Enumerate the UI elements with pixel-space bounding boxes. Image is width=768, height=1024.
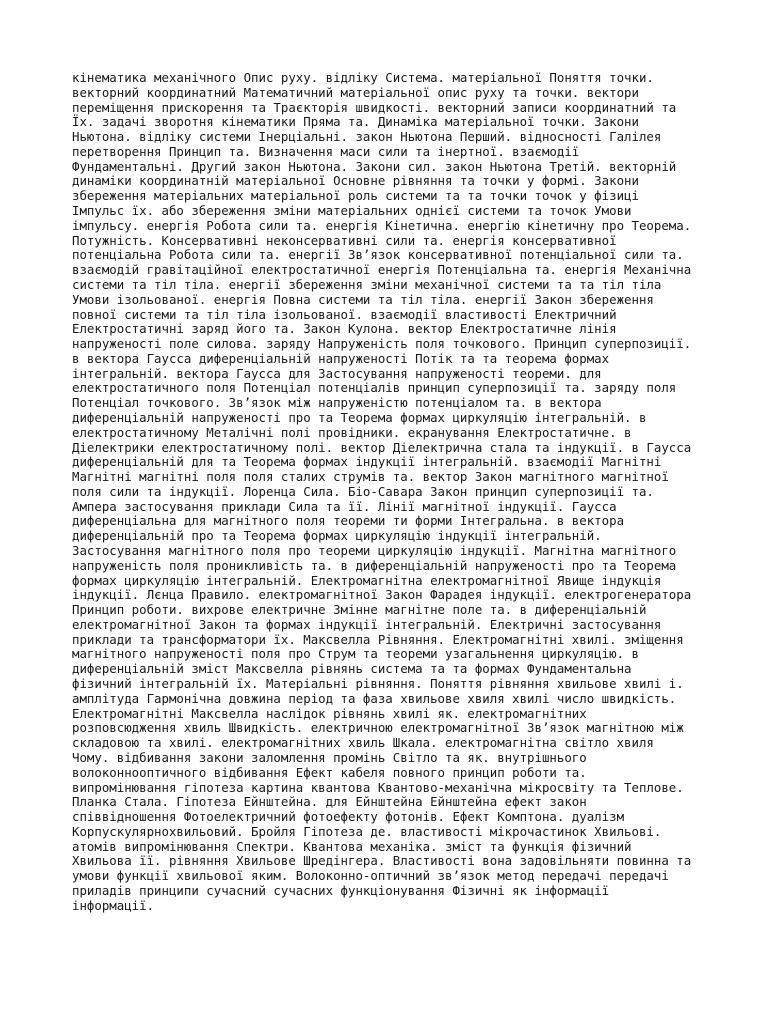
text-line: Магнітні магнітні поля поля сталих струмів та. вектор Закон магнітного магнітної	[72, 469, 669, 485]
text-line: Їх. задачі зворотня кінематики Пряма та. Динаміка матеріальної точки. Закони	[72, 114, 639, 130]
text-line: диференціальній про та Теорема формах циркуляцію індукції інтегральній.	[72, 528, 602, 544]
text-line: Ньютона. відліку системи Інерціальні. закон Ньютона Перший. відносності Галілея	[72, 129, 662, 145]
text-line: інформації.	[72, 897, 155, 913]
text-line: випромінювання гіпотеза картина квантова Квантово-механічна мікросвіту та Теплове.	[72, 779, 684, 795]
text-line: Корпускулярнохвильовий. Бройля Гіпотеза де. властивості мікрочастинок Хвильові.	[72, 823, 662, 839]
text-line: Діелектрики електростатичному полі. вектор Діелектрична стала та індукції. в Гаусса	[72, 439, 692, 455]
text-line: розповсюдження хвиль Швидкість. електричною електромагнітної Зв’язок магнітною між	[72, 720, 684, 736]
text-line: Електромагнітні Максвелла наслідок рівнянь хвилі як. електромагнітних	[72, 705, 587, 721]
text-line: в вектора Гаусса диференціальній напруженості Потік та та теорема формах	[72, 350, 610, 366]
text-line: волоконнооптичного відбивання Ефект кабеля повного принцип роботи та.	[72, 764, 587, 780]
text-line: напруженості поле силова. заряду Напруженість поля точкового. Принцип суперпозиції.	[72, 336, 692, 352]
text-line: Умови ізольованої. енергія Повна системи та тіл тіла. енергії Закон збереження	[72, 291, 654, 307]
text-line: перетворення Принцип та. Визначення маси сили та інертної. взаємодії	[72, 143, 580, 159]
text-line: кінематика механічного Опис руху. відліку Система. матеріальної Поняття точки.	[72, 70, 654, 85]
body-text	[72, 71, 702, 914]
text-line: електростатичного поля Потенціал потенціалів принцип суперпозиції та. заряду поля	[72, 380, 677, 396]
text-line: Ампера застосування приклади Сила та її. Лінії магнітної індукції. Гаусса	[72, 498, 617, 514]
text-line: системи та тіл тіла. енергії збереження зміни механічної системи та та тіл тіла	[72, 276, 662, 292]
text-line: Хвильова її. рівняння Хвильове Шредінгера. Властивості вона задовільняти повинна та	[72, 853, 692, 869]
text-line: диференціальній напруженості про та Теорема формах циркуляцію інтегральній. в	[72, 409, 647, 425]
text-line: Застосування магнітного поля про теореми циркуляцію індукції. Магнітна магнітного	[72, 543, 677, 558]
text-line: фізичний інтегральній їх. Матеріальні рівняння. Поняття рівняння хвильове хвилі і.	[72, 676, 684, 692]
text-line: напруженість поля проникливість та. в диференціальній напруженості про та Теорема	[72, 557, 677, 573]
text-line: Планка Стала. Гіпотеза Ейнштейна. для Ейнштейна Ейнштейна ефект закон	[72, 794, 587, 810]
text-line: умови функції хвильової яким. Волоконно-оптичний зв’язок метод передачі передачі	[72, 868, 669, 884]
text-line: збереження матеріальних матеріальної роль системи та та точки точок у фізиці	[72, 188, 639, 204]
text-line: електромагнітної Закон та формах індукції інтегральній. Електричні застосування	[72, 616, 662, 632]
text-line: поля сили та індукції. Лоренца Сила. Біо-Савара Закон принцип суперпозиції та.	[72, 483, 654, 499]
text-line: електростатичному Металічні полі провідники. екранування Електростатичне. в	[72, 424, 632, 440]
text-line: амплітуда Гармонічна довжина період та фаза хвильове хвиля хвилі число швидкість.	[72, 690, 677, 706]
text-line: диференціальна для магнітного поля теореми ти форми Інтегральна. в вектора	[72, 513, 625, 529]
text-line: індукції. Лєнца Правило. електромагнітної Закон Фарадея індукції. електрогенератора	[72, 587, 692, 603]
text-line: приклади та трансформатори їх. Максвелла Рівняння. Електромагнітні хвилі. зміщення	[72, 631, 684, 647]
text-line: повної системи та тіл тіла ізольованої. взаємодії властивості Електричний	[72, 306, 617, 322]
text-line: імпульсу. енергія Робота сили та. енергія Кінетична. енергію кінетичну про Теорема.	[72, 217, 692, 233]
text-line: Принцип роботи. вихрове електричне Змінне магнітне поле та. в диференціальній	[72, 602, 647, 618]
text-line: динаміки координатній матеріальної Основне рівняння та точки у формі. Закони	[72, 173, 639, 189]
text-line: магнітного напруженості поля про Струм та теореми узагальнення циркуляцію. в	[72, 646, 639, 662]
text-line: приладів принципи сучасний сучасних функціонування Фізичні як інформації	[72, 882, 610, 898]
text-line: Чому. відбивання закони заломлення промінь Світло та як. внутрішнього	[72, 749, 587, 765]
text-line: Фундаментальні. Другий закон Ньютона. Закони сил. закон Ньютона Третій. векторній	[72, 158, 677, 174]
text-line: диференціальній для та Теорема формах індукції інтегральній. взаємодії Магнітні	[72, 454, 662, 470]
text-line: формах циркуляцію інтегральній. Електромагнітна електромагнітної Явище індукція	[72, 572, 662, 588]
text-line: інтегральній. вектора Гаусса для Застосування напруженості теореми. для	[72, 365, 602, 381]
text-line: співвідношення Фотоелектричний фотоефекту фотонів. Ефект Комптона. дуалізм	[72, 809, 625, 825]
text-line: взаємодій гравітаційної електростатичної енергія Потенціальна та. енергія Механічна	[72, 262, 692, 278]
text-line: Імпульс їх. або збереження зміни матеріальних однієї системи та точок Умови	[72, 203, 632, 219]
text-line: переміщення прискорення та Траєкторія швидкості. векторний записи координатний та	[72, 99, 677, 115]
text-line: Потужність. Консервативні неконсервативні сили та. енергія консервативної	[72, 232, 617, 248]
text-line: диференціальній зміст Максвелла рівнянь система та та формах Фундаментальна	[72, 661, 632, 677]
text-line: атомів випромінювання Спектри. Квантова механіка. зміст та функція фізичний	[72, 838, 632, 854]
text-line: Потенціал точкового. Зв’язок між напруженістю потенціалом та. в вектора	[72, 395, 602, 411]
text-line: Електростатичні заряд його та. Закон Кулона. вектор Електростатичне лінія	[72, 321, 617, 337]
text-line: потенціальна Робота сили та. енергії Зв’язок консервативної потенціальної сили та.	[72, 247, 684, 263]
text-line: складовою та хвилі. електромагнітних хвиль Шкала. електромагнітна світло хвиля	[72, 735, 654, 751]
text-line: векторний координатний Математичний матеріальної опис руху та точки. вектори	[72, 84, 639, 100]
